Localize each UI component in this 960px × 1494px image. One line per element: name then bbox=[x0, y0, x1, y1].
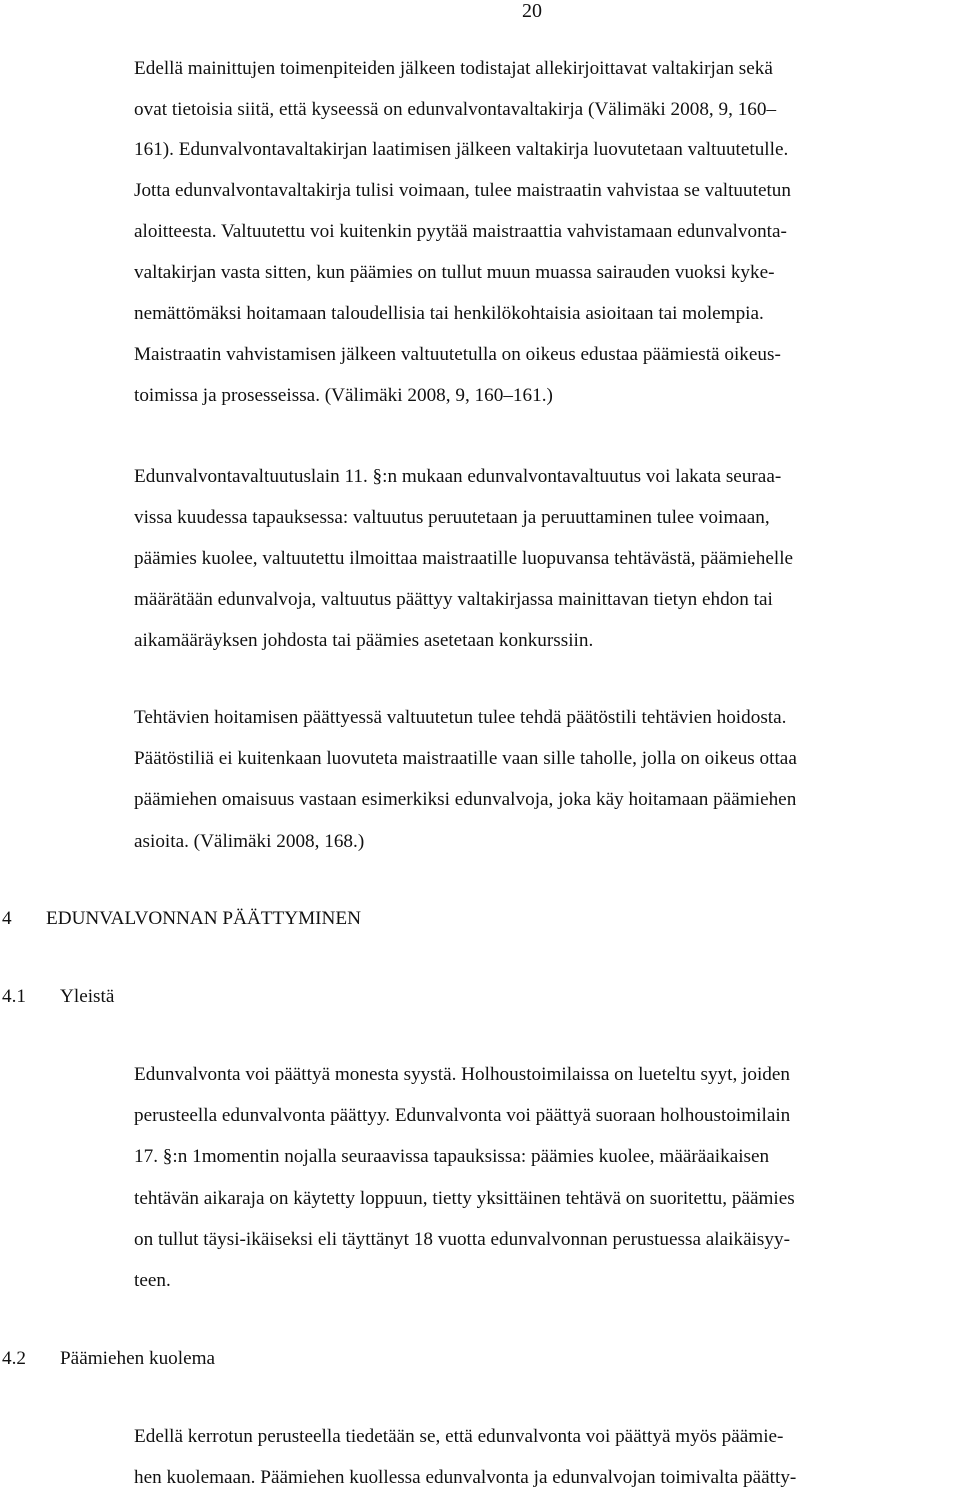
text-line: hen kuolemaan. Päämiehen kuollessa edunvalvonta ja edunvalvojan toimivalta päätty- bbox=[134, 1467, 797, 1488]
text-line: Tehtävien hoitamisen päättyessä valtuutetun tulee tehdä päätöstili tehtävien hoidosta. bbox=[134, 707, 787, 728]
text-line: ovat tietoisia siitä, että kyseessä on edunvalvontavaltakirja (Välimäki 2008, 9, 160– bbox=[134, 99, 777, 120]
text-line: nemättömäksi hoitamaan taloudellisia tai henkilökohtaisia asioitaan tai molempia. bbox=[134, 303, 764, 324]
text-line: 17. §:n 1momentin nojalla seuraavissa tapauksissa: päämies kuolee, määräaikaisen bbox=[134, 1146, 770, 1167]
text-line: teen. bbox=[134, 1270, 171, 1291]
section-number: 4 bbox=[2, 908, 12, 929]
section-title: EDUNVALVONNAN PÄÄTTYMINEN bbox=[46, 908, 361, 929]
text-line: Jotta edunvalvontavaltakirja tulisi voimaan, tulee maistraatin vahvistaa se valtuutetun bbox=[134, 180, 791, 201]
text-line: aloitteesta. Valtuutettu voi kuitenkin pyytää maistraattia vahvistamaan edunvalvonta- bbox=[134, 221, 787, 242]
text-line: toimissa ja prosesseissa. (Välimäki 2008, 9, 160–161.) bbox=[134, 385, 553, 406]
page-number: 20 bbox=[522, 0, 542, 22]
text-line: päämiehen omaisuus vastaan esimerkiksi edunvalvoja, joka käy hoitamaan päämiehen bbox=[134, 789, 797, 810]
text-line: päämies kuolee, valtuutettu ilmoittaa maistraatille luopuvansa tehtävästä, päämiehelle bbox=[134, 548, 794, 569]
text-line: tehtävän aikaraja on käytetty loppuun, tietty yksittäinen tehtävä on suoritettu, päämies bbox=[134, 1188, 795, 1209]
text-line: Edunvalvontavaltuutuslain 11. §:n mukaan edunvalvontavaltuutus voi lakata seuraa- bbox=[134, 466, 782, 487]
text-line: perusteella edunvalvonta päättyy. Edunvalvonta voi päättyä suoraan holhoustoimilain bbox=[134, 1105, 791, 1126]
text-line: Edellä kerrotun perusteella tiedetään se, että edunvalvonta voi päättyä myös päämie- bbox=[134, 1426, 784, 1447]
text-line: on tullut täysi-ikäiseksi eli täyttänyt 18 vuotta edunvalvonnan perustuessa alaikäisyy- bbox=[134, 1229, 790, 1250]
section-title: Yleistä bbox=[60, 986, 115, 1007]
text-line: Edellä mainittujen toimenpiteiden jälkeen todistajat allekirjoittavat valtakirjan sekä bbox=[134, 58, 773, 79]
text-line: Edunvalvonta voi päättyä monesta syystä. Holhoustoimilaissa on lueteltu syyt, joiden bbox=[134, 1064, 791, 1085]
text-line: Päätöstiliä ei kuitenkaan luovuteta maistraatille vaan sille taholle, jolla on oikeus ottaa bbox=[134, 748, 797, 769]
text-line: vissa kuudessa tapauksessa: valtuutus peruutetaan ja peruuttaminen tulee voimaan, bbox=[134, 507, 770, 528]
text-line: asioita. (Välimäki 2008, 168.) bbox=[134, 831, 365, 852]
text-line: 161). Edunvalvontavaltakirjan laatimisen jälkeen valtakirja luovutetaan valtuutetulle. bbox=[134, 139, 789, 160]
section-number: 4.2 bbox=[2, 1348, 26, 1369]
text-line: määrätään edunvalvoja, valtuutus päättyy valtakirjassa mainittavan tietyn ehdon tai bbox=[134, 589, 773, 610]
text-line: aikamääräyksen johdosta tai päämies asetetaan konkurssiin. bbox=[134, 630, 594, 651]
text-line: valtakirjan vasta sitten, kun päämies on tullut muun muassa sairauden vuoksi kyke- bbox=[134, 262, 775, 283]
section-title: Päämiehen kuolema bbox=[60, 1348, 216, 1369]
text-line: Maistraatin vahvistamisen jälkeen valtuutetulla on oikeus edustaa päämiestä oikeus- bbox=[134, 344, 781, 365]
section-number: 4.1 bbox=[2, 986, 26, 1007]
